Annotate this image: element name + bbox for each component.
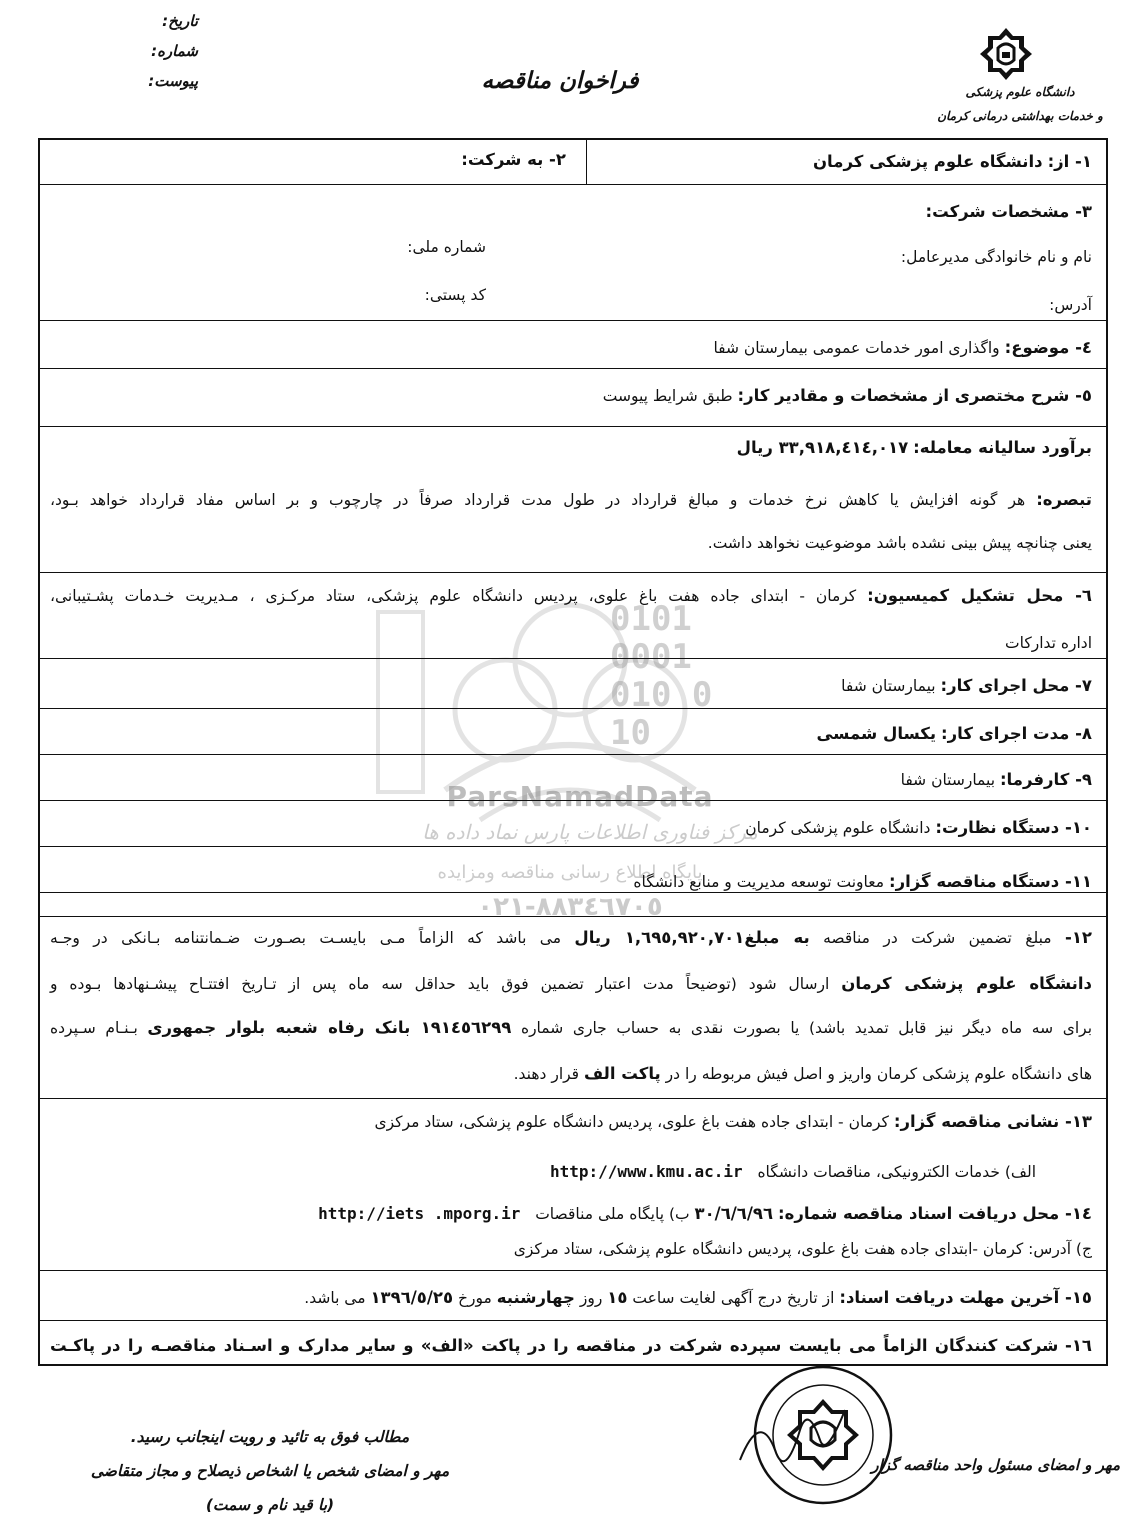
guarantee-line2: دانشگاه علوم پزشکی کرمان ارسال شود (توضیحاً مدت اعتبار تضمین فوق باید حداقل سه ماه پس از تـاریخ افتتـاح پیشـنهادها بـوده و bbox=[50, 974, 1092, 993]
note-line2: یعنی چنانچه پیش بینی نشده باشد موضوعیت نخواهد داشت. bbox=[707, 534, 1092, 552]
to-company-label: ۲- به شرکت: bbox=[461, 150, 566, 169]
e-services-line: الف) خدمات الکترونیکی، مناقصات دانشگاه http://www.kmu.ac.ir bbox=[550, 1162, 1036, 1181]
from-label: ۱- از: bbox=[1047, 152, 1092, 171]
guarantee-label: ۱۲- bbox=[1064, 928, 1092, 947]
university-emblem-icon bbox=[978, 26, 1034, 82]
company-specs-label: ۳- مشخصات شرکت: bbox=[925, 202, 1092, 221]
university-name bbox=[935, 80, 1105, 128]
deadline-date: ۱۳۹٦/٥/۲٥ bbox=[370, 1288, 454, 1307]
duration-field bbox=[816, 724, 1092, 743]
documents-address-line: ج) آدرس: کرمان -ابتدای جاده هفت باغ علوی، پردیس دانشگاه علوم پزشکی، ستاد مرکزی bbox=[513, 1240, 1092, 1258]
tender-authority-label: ۱۱- دستگاه مناقصه گزار: bbox=[888, 872, 1092, 891]
employer-label: ۹- کارفرما: bbox=[999, 770, 1092, 789]
tender-authority-value: معاونت توسعه مدیریت و منابع دانشگاه bbox=[633, 873, 885, 891]
employer-field bbox=[901, 770, 1092, 789]
guarantee-line3: برای سه ماه دیگر نیز قابل تمدید باشد) یا بصورت نقدی به حساب جاری شماره ۱۹۱٤٥٦۲۹۹ بانک رفاه شعبه بلوار جمهوری بـنـام سـپرده bbox=[50, 1018, 1093, 1037]
commission-location-label: ٦- محل تشکیل کمیسیون: bbox=[867, 586, 1092, 605]
watermark-brand: ParsNamadData bbox=[446, 780, 714, 813]
watermark-phone: ۰۲۱-۸۸۳٤٦۷۰٥ bbox=[477, 892, 663, 922]
page-title: فراخوان مناقصه bbox=[481, 68, 639, 94]
bank-account: ۱۹۱٤٥٦۲۹۹ بانک رفاه شعبه بلوار جمهوری bbox=[147, 1018, 512, 1037]
university-url-link[interactable]: http://www.kmu.ac.ir bbox=[550, 1162, 743, 1181]
national-id-field: شماره ملی: bbox=[407, 238, 486, 256]
subject-label: ٤- موضوع: bbox=[1004, 338, 1092, 357]
participants-note: ۱٦- شرکت کنندگان الزاماً می بایست سپرده شرکت در مناقصه را در پاکت «الف» و سایر مدارک و اسـناد مناقصـه را در پاکـت bbox=[50, 1336, 1092, 1355]
attachment-label: پیوست: bbox=[148, 72, 198, 90]
annual-estimate-value: ۳۳,۹۱۸,٤۱٤,۰۱۷ ریال bbox=[736, 438, 909, 457]
supervisor-value: دانشگاه علوم پزشکی کرمان bbox=[745, 819, 931, 837]
guarantee-line4: های دانشگاه علوم پزشکی کرمان واریز و اصل فیش مربوطه را در پاکت الف قرار دهند. bbox=[513, 1064, 1092, 1083]
deadline-label: ۱٥- آخرین مهلت دریافت اسناد: bbox=[839, 1288, 1092, 1307]
to-company-field bbox=[461, 150, 566, 169]
documents-location-field: ۱٤- محل دریافت اسناد مناقصه شماره: ۳۰/٦/٦/۹٦ ب) پایگاه ملی مناقصات http://iets .mporg.ir bbox=[318, 1204, 1092, 1223]
note-label: تبصره: bbox=[1036, 490, 1092, 509]
duration-label: ۸- مدت اجرای کار: bbox=[941, 724, 1092, 743]
university-name-line1: دانشگاه علوم پزشکی bbox=[965, 85, 1075, 99]
date-label: تاریخ: bbox=[162, 12, 198, 30]
tender-officer-signature: مهر و امضای مسئول واحد مناقصه گزار bbox=[871, 1456, 1120, 1474]
applicant-line1: مطالب فوق به تائید و رویت اینجانب رسید. bbox=[130, 1428, 410, 1446]
work-description-value: طبق شرایط پیوست bbox=[602, 387, 733, 405]
supervisor-field bbox=[745, 818, 1092, 837]
university-name-line2: و خدمات بهداشتی درمانی کرمان bbox=[937, 109, 1103, 123]
applicant-line3: (با قید نام و سمت) bbox=[205, 1496, 335, 1514]
work-description-label: ٥- شرح مختصری از مشخصات و مقادیر کار: bbox=[737, 386, 1092, 405]
supervisor-label: ۱۰- دستگاه نظارت: bbox=[935, 818, 1092, 837]
commission-location-line1: ٦- محل تشکیل کمیسیون: کرمان - ابتدای جاده هفت باغ علوی، پردیس دانشگاه علوم پزشکی، ستاد مرکـزی ، مـدیریت خـدمات پشـتیبانی، bbox=[50, 586, 1092, 605]
tender-form bbox=[38, 138, 1108, 1366]
annual-estimate bbox=[737, 438, 1092, 457]
commission-location-line2: اداره تدارکات bbox=[1005, 634, 1092, 652]
work-location-field bbox=[841, 676, 1092, 695]
work-description-field bbox=[603, 386, 1092, 405]
work-location-value: بیمارستان شفا bbox=[841, 677, 936, 695]
iets-url-link[interactable]: http://iets .mporg.ir bbox=[318, 1204, 521, 1223]
manager-name-field: نام و نام خانوادگی مدیرعامل: bbox=[900, 248, 1092, 266]
applicant-signature-block bbox=[55, 1420, 485, 1522]
tender-address-field bbox=[375, 1112, 1093, 1131]
tender-authority-field bbox=[633, 872, 1092, 891]
annual-estimate-label: برآورد سالیانه معامله: bbox=[913, 438, 1092, 457]
from-value: دانشگاه علوم پزشکی کرمان bbox=[812, 152, 1043, 171]
watermark-digits: 0101 0001 010 0 10 bbox=[610, 599, 713, 753]
subject-field bbox=[713, 338, 1092, 357]
watermark-line2: پایگاه اطلاع رسانی مناقصه ومزایده bbox=[437, 862, 703, 883]
watermark-line1: مرکز فناوری اطلاعات پارس نماد داده ها bbox=[422, 820, 758, 844]
subject-value: واگذاری امور خدمات عمومی بیمارستان شفا bbox=[713, 339, 1000, 357]
note-line1: تبصره: هر گونه افزایش یا کاهش نرخ خدمات و مبالغ قرارداد در طول مدت قرارداد صرفاً در چارچوب و بر اساس مفاد قرارداد خواهد بـود، bbox=[50, 490, 1092, 509]
postal-code-field: کد پستی: bbox=[424, 286, 486, 304]
deadline-field: ۱٥- آخرین مهلت دریافت اسناد: از تاریخ درج آگهی لغایت ساعت ۱٥ روز چهارشنبه مورخ ۱۳۹٦/٥/۲٥ می باشد. bbox=[304, 1288, 1092, 1307]
tender-address-value: کرمان - ابتدای جاده هفت باغ علوی، پردیس دانشگاه علوم پزشکی، ستاد مرکزی bbox=[374, 1113, 889, 1131]
guarantee-line1: ۱۲- مبلغ تضمین شرکت در مناقصه به مبلغ۱,٦۹٥,۹۲۰,۷۰۱ ریال می باشد که الزاماً مـی بایسـت بصـورت ضـمانتنامه بـانکی در وجـه bbox=[50, 928, 1092, 947]
guarantee-amount: به مبلغ۱,٦۹٥,۹۲۰,۷۰۱ ریال bbox=[574, 928, 810, 947]
work-location-label: ۷- محل اجرای کار: bbox=[940, 676, 1092, 695]
tender-address-label: ۱۳- نشانی مناقصه گزار: bbox=[893, 1112, 1092, 1131]
tender-number: ۳۰/٦/٦/۹٦ bbox=[694, 1204, 774, 1223]
duration-value: یکسال شمسی bbox=[816, 724, 937, 743]
address-field: آدرس: bbox=[1049, 296, 1092, 314]
employer-value: بیمارستان شفا bbox=[900, 771, 996, 789]
document-meta bbox=[118, 6, 198, 96]
number-label: شماره: bbox=[151, 42, 198, 60]
documents-location-label: ۱٤- محل دریافت اسناد مناقصه شماره: bbox=[777, 1204, 1092, 1223]
from-field bbox=[813, 152, 1092, 171]
applicant-line2: مهر و امضای شخص یا اشخاص ذیصلاح و مجاز متقاضی bbox=[90, 1462, 450, 1480]
